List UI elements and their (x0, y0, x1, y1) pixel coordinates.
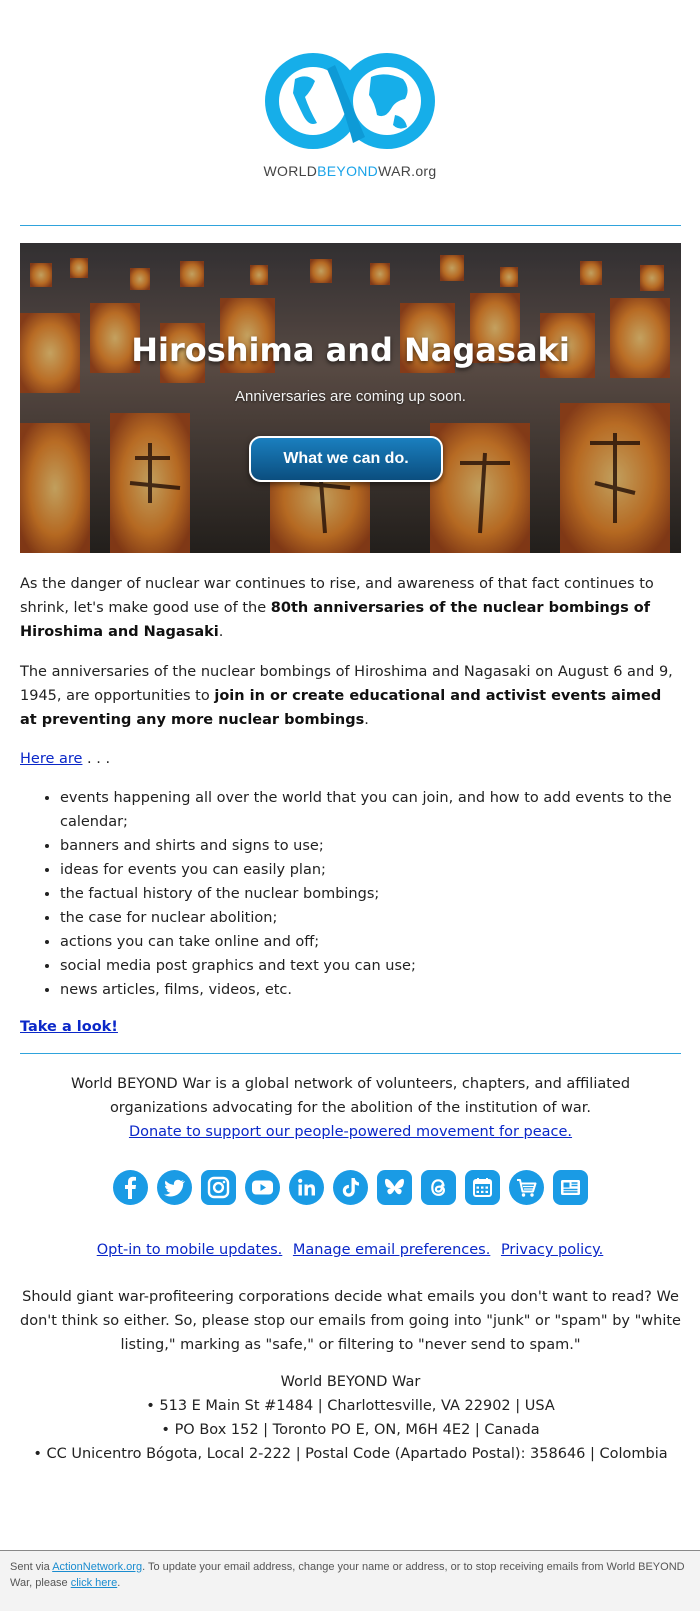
threads-icon[interactable] (421, 1170, 456, 1205)
unsubscribe-link[interactable]: click here (70, 1577, 118, 1589)
manage-preferences-link[interactable]: Manage email preferences. (292, 1242, 491, 1258)
list-item: • ideas for events you can easily plan; (60, 858, 680, 882)
intro-paragraph-1: As the danger of nuclear war continues to rise, and awareness of that fact continues to shrink, let's make good use of the 80th anniversaries of the nuclear bombings of Hiroshima and Nagasaki. (20, 576, 654, 640)
list-item: • banners and shirts and signs to use; (60, 834, 680, 858)
actionnetwork-footer: Sent via ActionNetwork.org. To update your email address, change your name or address, or to stop receiving emails from World BEYOND War, please click here. (0, 1550, 700, 1611)
take-a-look-link[interactable]: Take a look! (20, 1019, 118, 1035)
privacy-policy-link[interactable]: Privacy policy. (500, 1242, 604, 1258)
list-item: • social media post graphics and text you can use; (60, 954, 680, 978)
donate-link[interactable]: Donate to support our people-powered movement for peace. (128, 1124, 573, 1140)
about-text (20, 1072, 681, 1144)
social-icons-row (0, 1170, 700, 1205)
tiktok-icon[interactable] (333, 1170, 368, 1205)
actionnetwork-link[interactable]: ActionNetwork.org (52, 1561, 143, 1573)
divider (20, 1053, 681, 1054)
intro-paragraph-2: The anniversaries of the nuclear bombings of Hiroshima and Nagasaki on August 6 and 9, 1945, are opportunities to join in or create educational and activist events aimed at preventing any more nuclear bombings. (20, 664, 673, 728)
take-a-look-line (20, 1015, 681, 1039)
list-item: • events happening all over the world that you can join, and how to add events to the calendar; (60, 786, 680, 834)
here-are-line: Here are . . . (20, 751, 111, 767)
hero-banner[interactable] (20, 243, 681, 553)
whitelist-text: Should giant war-profiteering corporations decide what emails you don't want to read? We don't think so either. So, please stop our emails from going into "junk" or "spam" by "white listing," marking as "safe," or filtering to "never send to spam." (20, 1289, 681, 1353)
logo[interactable] (0, 45, 700, 179)
logo-wordmark: WORLDBEYONDWAR.org (263, 163, 437, 179)
shop-icon[interactable] (509, 1170, 544, 1205)
linkedin-icon[interactable] (289, 1170, 324, 1205)
list-item: • news articles, films, videos, etc. (60, 978, 680, 1002)
infinity-globe-logo (265, 45, 435, 157)
resource-list (40, 786, 680, 1002)
optin-mobile-link[interactable]: Opt-in to mobile updates. (96, 1242, 283, 1258)
hero-subtitle: Anniversaries are coming up soon. (235, 388, 466, 405)
list-item: • the case for nuclear abolition; (60, 906, 680, 930)
address-colombia: • CC Unicentro Bógota, Local 2-222 | Postal Code (Apartado Postal): 358646 | Colombia (33, 1446, 668, 1462)
divider (20, 225, 681, 226)
preference-links (0, 1242, 700, 1258)
facebook-icon[interactable] (113, 1170, 148, 1205)
twitter-icon[interactable] (157, 1170, 192, 1205)
address-block (20, 1370, 681, 1466)
hero-title: Hiroshima and Nagasaki (131, 331, 570, 369)
here-are-link[interactable]: Here are (20, 751, 83, 767)
list-item: • the factual history of the nuclear bombings; (60, 882, 680, 906)
bluesky-icon[interactable] (377, 1170, 412, 1205)
list-item: • actions you can take online and off; (60, 930, 680, 954)
news-icon[interactable] (553, 1170, 588, 1205)
address-usa: • 513 E Main St #1484 | Charlottesville, VA 22902 | USA (146, 1398, 555, 1414)
org-name: World BEYOND War (280, 1374, 421, 1390)
youtube-icon[interactable] (245, 1170, 280, 1205)
instagram-icon[interactable] (201, 1170, 236, 1205)
about-paragraph: World BEYOND War is a global network of volunteers, chapters, and affiliated organizations advocating for the abolition of the institution of war. (70, 1076, 631, 1116)
address-canada: • PO Box 152 | Toronto PO E, ON, M6H 4E2 | Canada (161, 1422, 540, 1438)
calendar-icon[interactable] (465, 1170, 500, 1205)
what-we-can-do-button[interactable]: What we can do. (249, 436, 443, 482)
